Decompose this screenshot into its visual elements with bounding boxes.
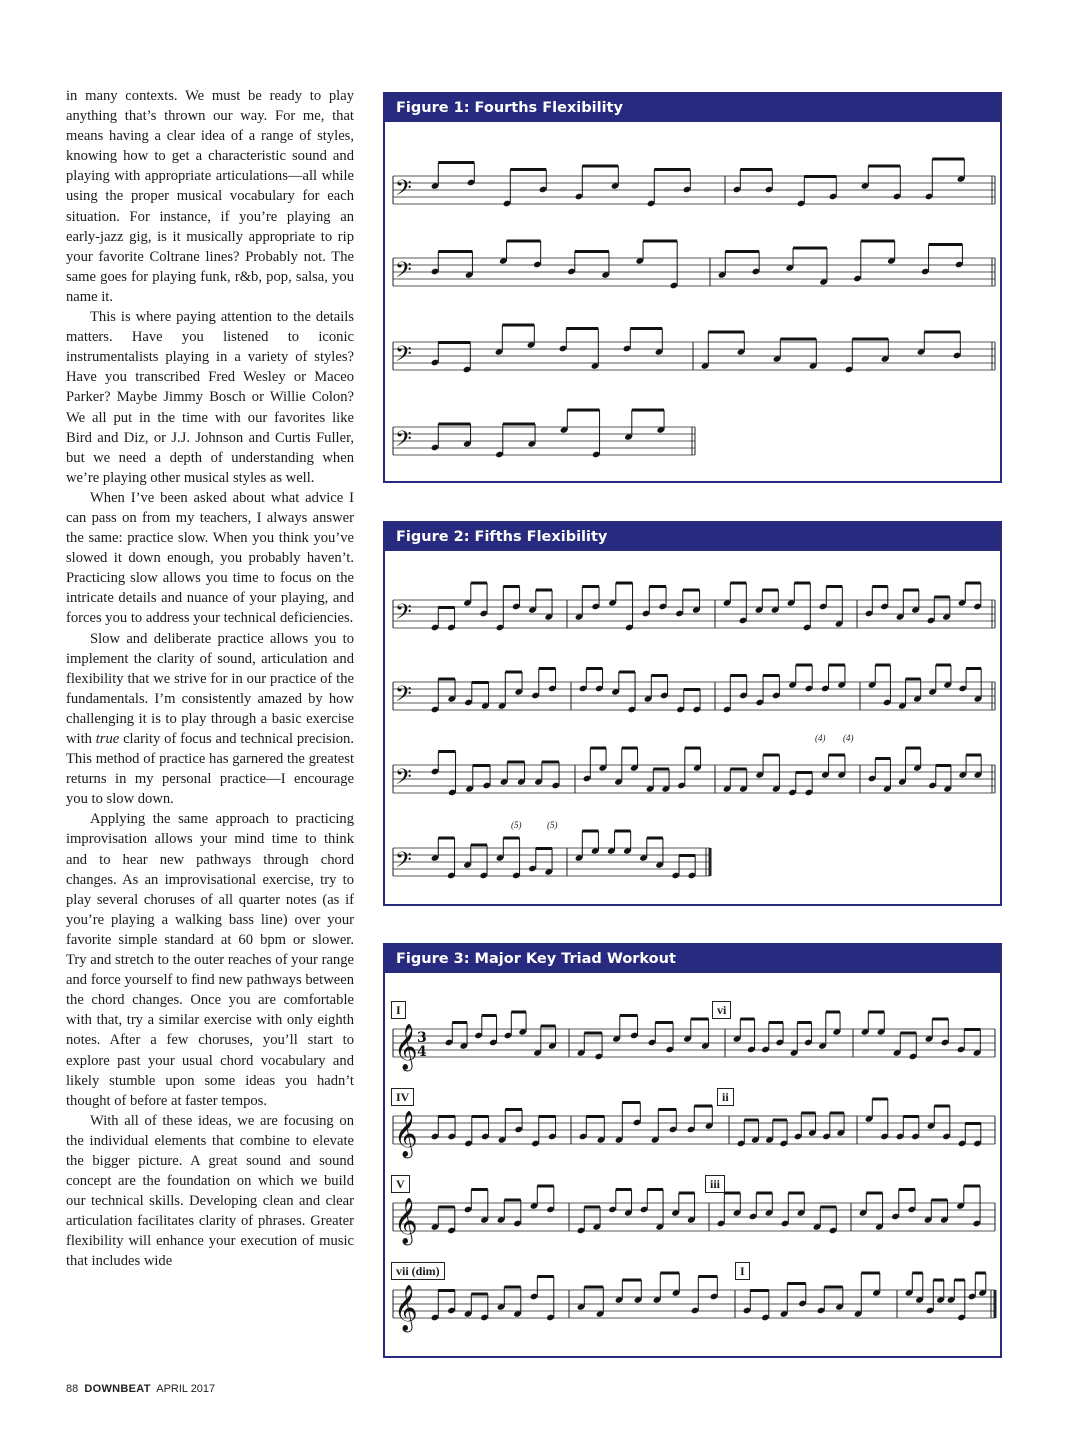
figure-2-notation [385, 523, 1000, 904]
figure-1-notation [385, 94, 1000, 481]
bass-clef-icon: 𝄢 [395, 176, 412, 206]
bass-clef-icon: 𝄢 [395, 682, 412, 712]
article-paragraph: This is where paying attention to the details matters. Have you listened to iconic instrumentalists playing in a variety of styles? Have you transcribed Fred Wesley or Maceo Parker? Maybe Jimmy Bosch or Willie Colon? We all put in the time with our favorites like Bird and Diz, or J.J. Johnson and Curtis Fuller, but we need a depth of understanding when we’re playing other musical styles as well. [66, 309, 354, 486]
article-paragraph [66, 629, 354, 810]
staff-system [393, 410, 695, 458]
chord-label: I [391, 1001, 406, 1019]
fingering-annotation: (4) [843, 733, 854, 743]
treble-clef-icon: 𝄞 [394, 1024, 418, 1070]
magazine-name: DOWNBEAT [84, 1383, 151, 1395]
staff-system [393, 583, 995, 631]
figure-2-title: Figure 2: Fifths Flexibility [385, 523, 1000, 551]
chord-label: vii (dim) [391, 1262, 445, 1280]
article-paragraph: With all of these ideas, we are focusing on the individual elements that combine to elevate the bigger picture. A great sound and sound concept are the foundation on which we build our technical skills. Developing clean and clear articulation facilitates clarity of phrases. Greater flexibility will enhance your execution of music that includes wide [66, 1112, 354, 1270]
staff-system [393, 325, 995, 373]
bass-clef-icon: 𝄢 [395, 427, 412, 457]
emphasis-text: true [95, 731, 120, 747]
paragraph-text: clarity of focus and technical precision. This method of practice has garnered the greatest returns in my personal practice—I encourage you to slow down. [66, 731, 354, 808]
fingering-annotation: (5) [547, 820, 558, 830]
treble-clef-icon: 𝄞 [394, 1111, 418, 1157]
bass-clef-icon: 𝄢 [395, 258, 412, 288]
staff-system [393, 241, 995, 289]
figure-3-notation [385, 945, 1000, 1356]
bass-clef-icon: 𝄢 [395, 342, 412, 372]
fingering-annotation: (4) [815, 733, 826, 743]
fingering-annotation: (5) [511, 820, 522, 830]
treble-clef-icon: 𝄞 [394, 1198, 418, 1244]
staff-system [393, 1186, 995, 1246]
paragraph-text: Slow and deliberate practice allows you to implement the clarity of sound, articulation and flexibility that we strive for in our practice of the fundamentals. I’m consistently amazed by how challenging it is to play through a basic exercise with [66, 630, 354, 747]
chord-label: IV [391, 1088, 414, 1106]
article-paragraph: in many contexts. We must be ready to play anything that’s thrown our way. For me, that means having a clear idea of a range of styles, knowing how to get a characteristic sound and playing with appropriate articulations—all while using the proper musical vocabulary for each situation. For instance, if you’re playing an early-jazz gig, is it musically appropriate to rip your favorite Coltrane lines? Probably not. The same goes for playing funk, r&b, pop, salsa, you name it. [66, 88, 354, 305]
chord-label: I [735, 1262, 750, 1280]
article-paragraph: When I’ve been asked about what advice I can pass on from my teachers, I always answer the same: practice slow. When you think you’ve slowed it down enough, you probably haven’t. Practicing slow allows you time to focus on the intricate details and nuance of your playing, and forces you to address your technical deficiencies. [66, 489, 354, 627]
staff-system [393, 748, 995, 796]
staff-system [393, 1099, 995, 1159]
bass-clef-icon: 𝄢 [395, 765, 412, 795]
article-paragraph: Applying the same approach to practicing improvisation allows your mind time to think and to hear new pathways through chord changes. As an improvisational exercise, try to play several choruses of all quarter notes (as if you’re playing a walking bass line) over your favorite simple standard at 60 bpm or slower. Try and stretch to the outer reaches of your range and force yourself to find new pathways between the chord changes. Once you are comfortable with that, try a similar exercise with only eighth notes. After a few choruses, you’ll start to explore past your usual chord vocabulary and likely stumble upon some ideas you hadn’t thought of before at faster tempos. [66, 811, 354, 1109]
figure-1-title: Figure 1: Fourths Flexibility [385, 94, 1000, 122]
treble-clef-icon: 𝄞 [394, 1285, 418, 1331]
chord-label: ii [717, 1088, 734, 1106]
figure-3 [383, 943, 1002, 1358]
chord-label: iii [705, 1175, 725, 1193]
figure-3-title: Figure 3: Major Key Triad Workout [385, 945, 1000, 973]
staff-system [393, 831, 710, 879]
bass-clef-icon: 𝄢 [395, 600, 412, 630]
bass-clef-icon: 𝄢 [395, 848, 412, 878]
staff-system [393, 159, 995, 207]
staff-system [393, 1273, 995, 1333]
staff-system [393, 665, 995, 713]
staff-system [393, 1012, 995, 1072]
svg-text:4: 4 [417, 1044, 427, 1060]
issue-date: APRIL 2017 [156, 1383, 216, 1395]
time-signature-icon: 3 [417, 1030, 427, 1046]
chord-label: V [391, 1175, 410, 1193]
article-body [66, 86, 354, 1362]
figure-2 [383, 521, 1002, 906]
page-number: 88 [66, 1383, 79, 1395]
page-footer [66, 1383, 215, 1395]
figure-1 [383, 92, 1002, 483]
chord-label: vi [712, 1001, 731, 1019]
